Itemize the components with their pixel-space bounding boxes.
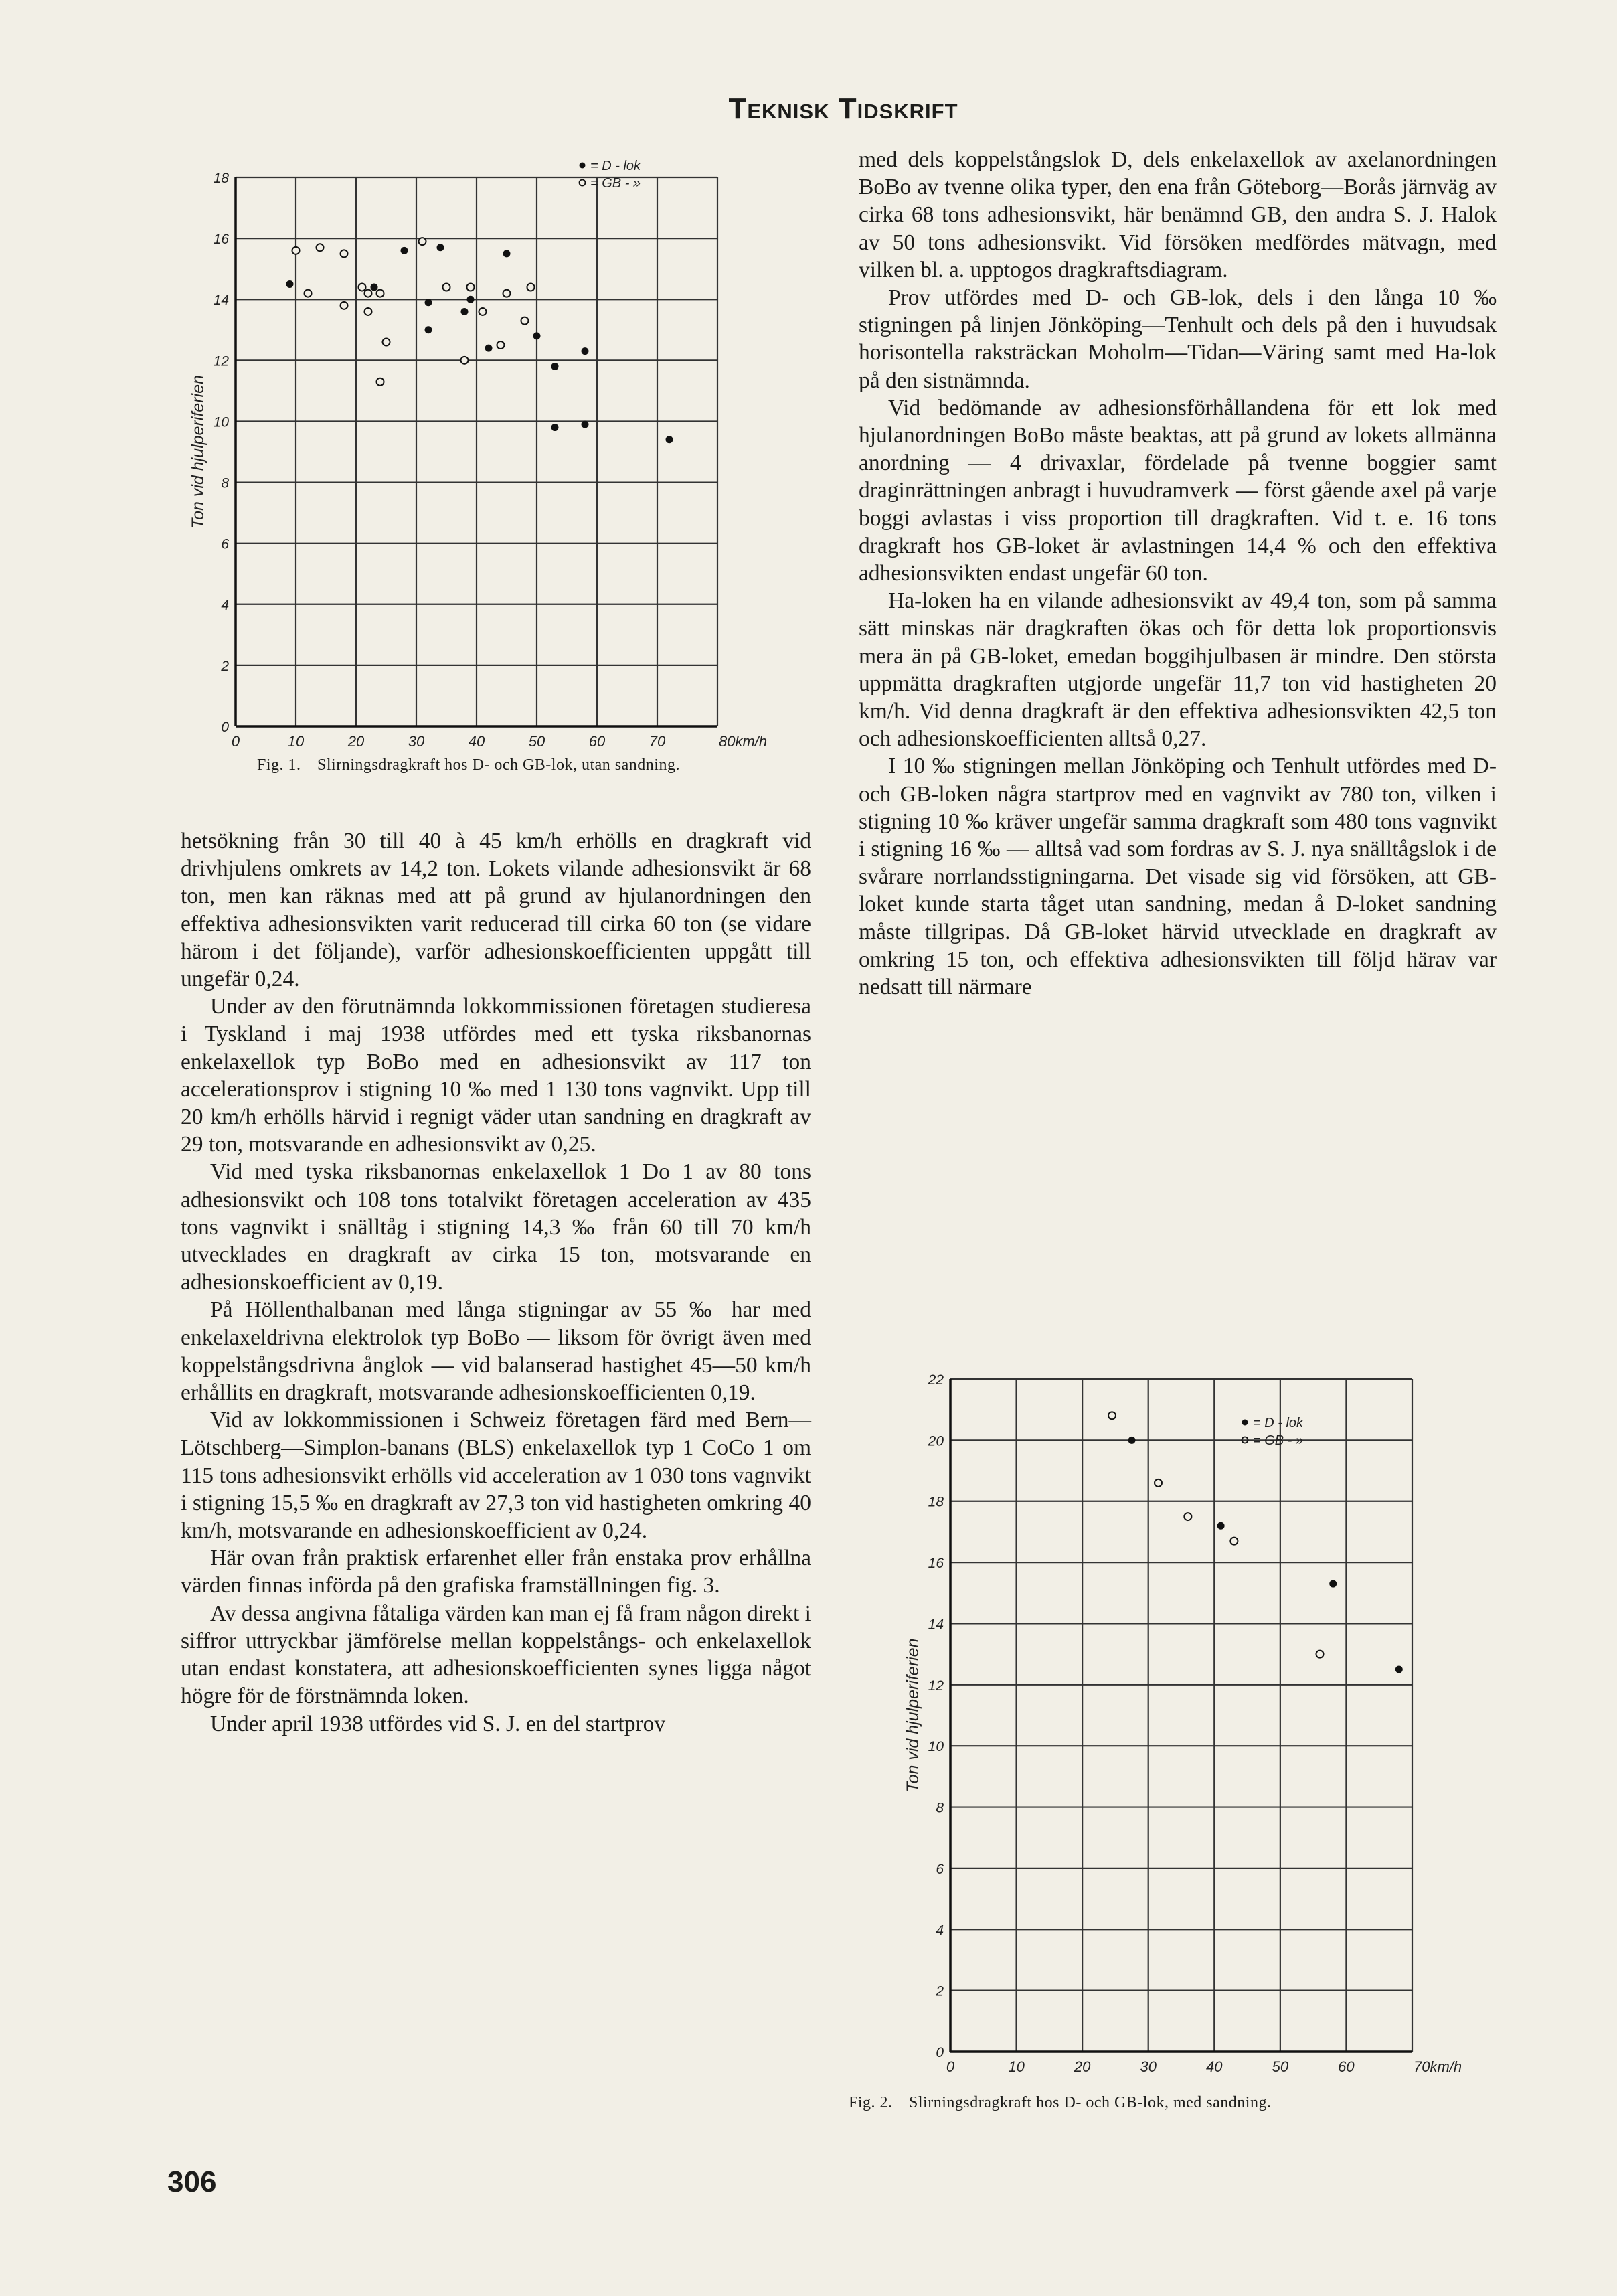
data-point-gb: [1155, 1479, 1162, 1487]
y-tick-label: 2: [221, 658, 229, 674]
y-axis-label: Ton vid hjulperiferien: [189, 375, 207, 529]
data-point-d: [425, 326, 432, 333]
data-point-gb: [1316, 1651, 1324, 1658]
paragraph: I 10 ‰ stigningen mellan Jönköping och Tenhult utfördes med D- och GB-loken några startprov med en vagnvikt av 780 ton, vilken i stigning 10 ‰ kräver ungefär samma dragkraft som 480 tons vagnvikt i stigning 16 ‰ — alltså vad som fordras av S. J. nya snälltågslok i de svårare norrlandsstigningarna. Det visade sig vid försöken, att GB-loket kunde starta tåget utan sandning, medan å D-loket sandning måste tillgripas. Då GB-loket härvid utvecklade en dragkraft av omkring 15 ton, och effektiva adhesionsvikten till följd härav var nedsatt till närmare: [859, 754, 1497, 1000]
y-tick-label: 22: [928, 1372, 944, 1388]
paragraph: Ha-loken ha en vilande adhesionsvikt av 49,4 ton, som på samma sätt minskas när dragkraften ökas och för detta lok proportionsvis mera än på GB-loket, emedan boggihjulbasen är mindre. Den största uppmätta dragkraften utgjorde ungefär 11,7 ton vid hastigheten 20 km/h. Vid denna dragkraft är den effektiva adhesionsvikten 42,5 ton och adhesionskoefficienten alltså 0,27.: [859, 588, 1497, 752]
fig2-caption: [849, 2094, 1271, 2112]
data-point-gb: [443, 284, 450, 291]
y-tick-label: 8: [221, 475, 229, 491]
paragraph: Här ovan från praktisk erfarenhet eller från enstaka prov erhållna värden finnas införda på den grafiska framställningen fig. 3.: [181, 1546, 811, 1598]
data-point-gb: [479, 308, 487, 315]
data-point-d: [425, 299, 432, 306]
data-point-gb: [503, 290, 511, 297]
grid: [950, 1379, 1412, 2052]
fig1-chart: [189, 151, 768, 753]
legend-marker-d: [580, 163, 586, 169]
data-point-d: [1329, 1580, 1337, 1588]
y-tick-label: 16: [213, 232, 229, 248]
paragraph: På Höllenthalbanan med långa stigningar av 55 ‰ har med enkelaxeldrivna elektrolok typ BoBo — liksom för övrigt även med koppelstångsdrivna ånglok — vid balanserad hastighet 45—50 km/h erhållits en dragkraft, motsvarande adhesionskoefficienten 0,19.: [181, 1297, 811, 1406]
y-tick-label: 14: [928, 1617, 944, 1633]
data-point-d: [401, 247, 408, 254]
legend-marker-d: [1242, 1420, 1248, 1426]
fig2-chart: [890, 1356, 1466, 2092]
x-tick-label: 10: [1008, 2058, 1025, 2075]
x-tick-label: 20: [1074, 2058, 1091, 2075]
data-point-d: [582, 347, 589, 355]
data-point-gb: [317, 244, 324, 251]
x-tick-label: 70km/h: [1414, 2058, 1462, 2075]
data-point-gb: [521, 317, 529, 325]
x-tick-label: 60: [588, 733, 606, 750]
data-point-d: [1128, 1437, 1136, 1444]
paragraph: Vid med tyska riksbanornas enkelaxellok 1 Do 1 av 80 tons adhesionsvikt och 108 tons totalvikt företagen acceleration av 435 tons vagnvikt i snälltåg i stigning 14,3 ‰ från 60 till 70 km/h utvecklades en dragkraft av cirka 15 ton, motsvarande en adhesionskoefficient av 0,19.: [181, 1159, 811, 1295]
data-point-gb: [292, 247, 300, 254]
y-tick-label: 4: [221, 597, 229, 613]
data-point-gb: [359, 284, 366, 291]
data-point-d: [582, 421, 589, 428]
legend-marker-gb: [580, 180, 586, 186]
y-tick-label: 2: [936, 1983, 944, 1999]
data-point-gb: [365, 308, 372, 315]
right-text-column: [859, 146, 1497, 1001]
data-point-d: [461, 308, 469, 315]
paragraph: Vid av lokkommissionen i Schweiz företagen färd med Bern—Lötschberg—Simplon-banans (BLS) enkelaxellok typ 1 CoCo 1 om 115 tons adhesionsvikt erhölls vid acceleration av 1 030 tons vagnvikt i stigning 15,5 ‰ en dragkraft av 27,3 ton vid hastigheten omkring 40 km/h, motsvarande en adhesionskoefficient av 0,24.: [181, 1408, 811, 1544]
x-tick-label: 0: [946, 2058, 955, 2075]
data-point-gb: [365, 290, 372, 297]
y-tick-label: 20: [928, 1433, 944, 1449]
data-point-d: [286, 280, 294, 288]
data-point-gb: [527, 284, 535, 291]
data-point-gb: [467, 284, 475, 291]
data-point-d: [666, 436, 673, 443]
y-tick-label: 16: [928, 1556, 944, 1572]
y-tick-label: 6: [221, 536, 229, 552]
legend-label-gb: = GB - »: [1253, 1433, 1304, 1448]
y-tick-label: 0: [221, 720, 229, 735]
journal-header: Teknisk Tidskrift: [728, 92, 958, 125]
page-number: 306: [167, 2165, 217, 2198]
data-point-d: [1395, 1665, 1403, 1673]
x-tick-label: 0: [231, 733, 240, 750]
legend-label-d: = D - lok: [1253, 1416, 1304, 1430]
y-tick-label: 10: [213, 414, 229, 430]
x-tick-label: 30: [1140, 2058, 1157, 2075]
x-tick-label: 10: [287, 733, 305, 750]
x-tick-label: 80km/h: [719, 733, 768, 750]
data-point-gb: [341, 302, 348, 309]
fig1-caption-text: Slirningsdragkraft hos D- och GB-lok, utan sandning.: [317, 756, 680, 774]
data-point-d: [503, 250, 511, 257]
x-tick-label: 30: [408, 733, 425, 750]
paragraph: Av dessa angivna fåtaliga värden kan man ej få fram någon direkt i siffror uttryckbar jämförelse mellan koppelstångs- och enkelaxellok utan endast konstatera, att adhesionskoefficienten synes ligga något högre för de förstnämnda loken.: [181, 1601, 811, 1709]
x-tick-label: 40: [1206, 2058, 1223, 2075]
data-point-d: [551, 363, 559, 370]
y-tick-label: 12: [213, 353, 229, 370]
y-axis-label: Ton vid hjulperiferien: [904, 1638, 922, 1793]
data-point-gb: [461, 357, 469, 364]
paragraph: Prov utfördes med D- och GB-lok, dels i den långa 10 ‰ stigningen på linjen Jönköping—Tenhult och dels på den i huvudsak horisontella raksträckan Moholm—Tidan—Väring samt med Ha-lok på den sistnämnda.: [859, 285, 1497, 393]
data-point-d: [1217, 1522, 1225, 1530]
data-point-gb: [1230, 1538, 1238, 1545]
paragraph: Under av den förutnämnda lokkommissionen företagen studieresa i Tyskland i maj 1938 utfördes med ett tyska riksbanornas enkelaxellok typ BoBo med en adhesionsvikt av 117 ton accelerationsprov i stigning 10 ‰ med 1 130 tons vagnvikt. Upp till 20 km/h erhölls härvid i regnigt väder utan sandning en dragkraft av 29 ton, motsvarande en adhesionsvikt av 0,25.: [181, 994, 811, 1157]
data-point-gb: [383, 339, 390, 346]
data-point-gb: [377, 378, 384, 386]
data-point-d: [437, 244, 444, 251]
fig1-caption: [257, 756, 680, 774]
data-point-gb: [305, 290, 312, 297]
y-tick-label: 14: [213, 293, 229, 309]
x-tick-label: 20: [347, 733, 365, 750]
y-tick-label: 0: [936, 2045, 944, 2060]
grid: [236, 177, 717, 726]
legend-label-gb: = GB - »: [590, 176, 641, 191]
data-point-gb: [497, 341, 505, 349]
legend-label-d: = D - lok: [590, 159, 641, 173]
data-point-d: [533, 332, 541, 339]
y-tick-label: 10: [928, 1739, 944, 1755]
y-tick-label: 8: [936, 1800, 944, 1816]
data-point-d: [485, 345, 493, 352]
fig2-caption-number: Fig. 2.: [849, 2094, 893, 2111]
data-point-d: [371, 284, 378, 291]
data-point-d: [551, 424, 559, 431]
paragraph: Vid bedömande av adhesionsförhållandena för ett lok med hjulanordningen BoBo måste beaktas, att på grund av lokets allmänna anordning — 4 drivaxlar, fördelade på tvenne boggier samt draginrättningen anbragt i huvudramverk — först gående axel på varje boggi avlastas i viss proportion till dragkraften. Vid t. e. 16 tons dragkraft hos GB-loket är avlastningen 14,4 % och den effektiva adhesionsvikten endast ungefär 60 ton.: [859, 395, 1497, 586]
figure-1: [189, 151, 768, 756]
data-point-gb: [1184, 1513, 1191, 1520]
data-point-d: [467, 296, 475, 303]
figure-2: [890, 1356, 1466, 2095]
left-text-column: [181, 827, 811, 1738]
y-tick-label: 18: [213, 171, 229, 186]
x-tick-label: 40: [468, 733, 485, 750]
data-point-gb: [419, 238, 426, 245]
fig2-caption-text: Slirningsdragkraft hos D- och GB-lok, med sandning.: [909, 2094, 1272, 2111]
x-tick-label: 50: [1272, 2058, 1289, 2075]
paragraph: med dels koppelstångslok D, dels enkelaxellok av axelanordningen BoBo av tvenne olika typer, den ena från Göteborg—Borås järnväg av cirka 68 tons adhesionsvikt, här benämnd GB, den andra S. J. Halok av 50 tons adhesionsvikt. Vid försöken medfördes mätvagn, med vilken bl. a. upptogos dragkraftsdiagram.: [859, 147, 1497, 282]
data-point-gb: [341, 250, 348, 257]
y-tick-label: 6: [936, 1861, 944, 1877]
data-point-gb: [377, 290, 384, 297]
paragraph: Under april 1938 utfördes vid S. J. en del startprov: [210, 1711, 666, 1736]
y-tick-label: 12: [928, 1677, 944, 1694]
paragraph: hetsökning från 30 till 40 à 45 km/h erhölls en dragkraft vid drivhjulens omkrets av 14,2 ton. Lokets vilande adhesionsvikt är 68 ton, men kan räknas med att på grund av hjulanordningen den effektiva adhesionsvikten varit reducerad till cirka 60 ton (se vidare härom i det följande), varför adhesionskoefficienten uppgått till ungefär 0,24.: [181, 829, 811, 992]
x-tick-label: 60: [1338, 2058, 1355, 2075]
x-tick-label: 70: [649, 733, 666, 750]
data-point-gb: [1108, 1412, 1116, 1419]
y-tick-label: 18: [928, 1494, 944, 1510]
x-tick-label: 50: [528, 733, 545, 750]
y-tick-label: 4: [936, 1922, 944, 1939]
fig1-caption-number: Fig. 1.: [257, 756, 301, 774]
